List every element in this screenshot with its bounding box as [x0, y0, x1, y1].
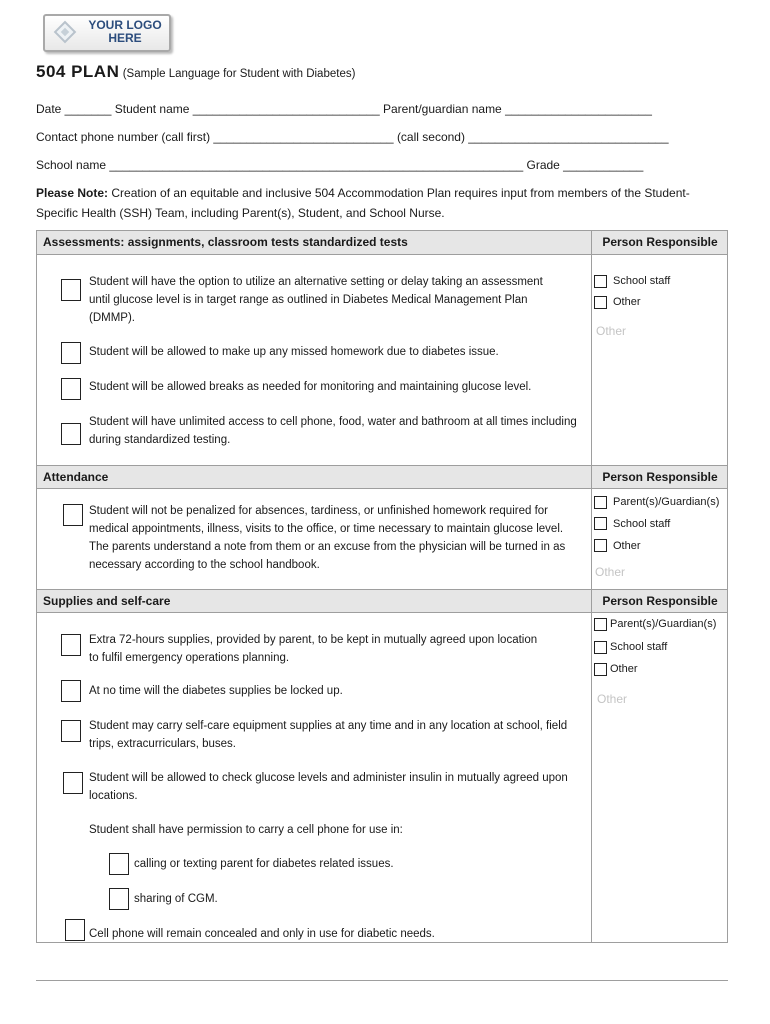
assessments-title: Assessments: assignments, classroom tests standardized tests	[43, 235, 408, 249]
checkbox-unlimited-access[interactable]	[61, 423, 81, 445]
item-check-glucose: Student will be allowed to check glucose levels and administer insulin in mutually agreed upon locations.	[89, 772, 568, 802]
sup-other-input[interactable]: Other	[597, 692, 628, 706]
item-calling-parent: calling or texting parent for diabetes related issues.	[134, 858, 394, 870]
checkbox-carry-equipment[interactable]	[61, 720, 81, 742]
person-responsible-label: Person Responsible	[602, 594, 718, 608]
att-other-input[interactable]: Other	[595, 565, 626, 579]
checkbox-breaks[interactable]	[61, 378, 81, 400]
phone-permission-intro: Student shall have permission to carry a cell phone for use in:	[89, 824, 403, 836]
header-divider	[591, 231, 592, 254]
checkbox-not-locked[interactable]	[61, 680, 81, 702]
section-header-assessments	[37, 231, 727, 255]
item-extra-supplies: Extra 72-hours supplies, provided by parent, to be kept in mutually agreed upon location to fulfil emergency operations planning.	[89, 634, 538, 664]
header-divider	[591, 590, 592, 612]
item-missed-homework: Student will be allowed to make up any missed homework due to diabetes issue.	[89, 346, 499, 358]
checkbox-extra-supplies[interactable]	[61, 634, 81, 656]
option-assess-other: Other	[613, 296, 641, 308]
checkbox-sup-parent[interactable]	[594, 618, 607, 631]
checkbox-att-parent[interactable]	[594, 496, 607, 509]
item-carry-equipment: Student may carry self-care equipment supplies at any time and in any location at school, field trips, extracurriculars, buses.	[89, 720, 568, 750]
checkbox-att-school-staff[interactable]	[594, 517, 607, 530]
note-text: Creation of an equitable and inclusive 504 Accommodation Plan requires input from members of the Student-Specific Health (SSH) Team, including Parent(s), Student, and School Nurse.	[36, 186, 690, 220]
assess-other-input[interactable]: Other	[596, 324, 627, 338]
section-header-supplies	[37, 589, 727, 613]
option-att-other: Other	[613, 540, 641, 552]
option-att-school-staff: School staff	[613, 518, 671, 530]
option-sup-other: Other	[610, 663, 638, 675]
checkbox-alt-setting[interactable]	[61, 279, 81, 301]
item-absences: Student will not be penalized for absences, tardiness, or unfinished homework required for medical appointments, illness, visits to the office, or time necessary to maintain glucose level. The parents understand a note from them or an excuse from the physician will be turned in as necessary according to the school handbook.	[89, 505, 566, 571]
checkbox-sharing-cgm[interactable]	[109, 888, 129, 910]
checkbox-assess-other[interactable]	[594, 296, 607, 309]
item-phone-concealed: Cell phone will remain concealed and only in use for diabetic needs.	[89, 928, 435, 940]
option-att-parent: Parent(s)/Guardian(s)	[613, 496, 720, 508]
attendance-title: Attendance	[43, 470, 109, 484]
logo-line-2: HERE	[108, 31, 142, 45]
option-sup-school-staff: School staff	[610, 641, 668, 653]
supplies-title: Supplies and self-care	[43, 594, 171, 608]
option-assess-school-staff: School staff	[613, 275, 671, 287]
option-sup-parent: Parent(s)/Guardian(s)	[610, 618, 717, 630]
checkbox-missed-homework[interactable]	[61, 342, 81, 364]
please-note	[36, 183, 731, 223]
checkbox-absences[interactable]	[63, 504, 83, 526]
person-responsible-label: Person Responsible	[602, 470, 718, 484]
checkbox-att-other[interactable]	[594, 539, 607, 552]
section-header-attendance	[37, 465, 727, 489]
checkbox-sup-other[interactable]	[594, 663, 607, 676]
logo-text	[81, 19, 169, 45]
checkbox-assess-school-staff[interactable]	[594, 275, 607, 288]
footer-rule	[36, 980, 728, 981]
item-unlimited-access: Student will have unlimited access to cell phone, food, water and bathroom at all times including during standardized testing.	[89, 416, 577, 446]
logo-placeholder	[43, 14, 171, 52]
logo-diamond-icon	[54, 21, 77, 44]
item-not-locked: At no time will the diabetes supplies be locked up.	[89, 685, 343, 697]
header-divider	[591, 466, 592, 488]
plan-title: 504 PLAN	[36, 62, 120, 81]
item-alt-setting: Student will have the option to utilize an alternative setting or delay taking an assessment until glucose level is in target range as outlined in Diabetes Medical Management Plan (DMMP).	[89, 276, 543, 324]
logo-line-1: YOUR LOGO	[88, 18, 162, 32]
person-responsible-label: Person Responsible	[602, 235, 718, 249]
item-sharing-cgm: sharing of CGM.	[134, 893, 218, 905]
date-student-parent-line[interactable]: Date _______ Student name ____________________________ Parent/guardian name ______________________	[36, 102, 652, 116]
checkbox-phone-concealed[interactable]	[65, 919, 85, 941]
plan-subtitle: (Sample Language for Student with Diabetes)	[122, 68, 356, 80]
column-divider	[591, 231, 592, 942]
item-breaks: Student will be allowed breaks as needed for monitoring and maintaining glucose level.	[89, 381, 532, 393]
note-label: Please Note:	[36, 186, 109, 200]
contact-phone-line[interactable]: Contact phone number (call first) ___________________________ (call second) ______________________________	[36, 130, 669, 144]
accommodation-table	[36, 230, 728, 943]
page-title	[36, 62, 355, 82]
checkbox-calling-parent[interactable]	[109, 853, 129, 875]
checkbox-check-glucose[interactable]	[63, 772, 83, 794]
checkbox-sup-school-staff[interactable]	[594, 641, 607, 654]
school-grade-line[interactable]: School name ______________________________________________________________ Grade ____________	[36, 158, 644, 172]
